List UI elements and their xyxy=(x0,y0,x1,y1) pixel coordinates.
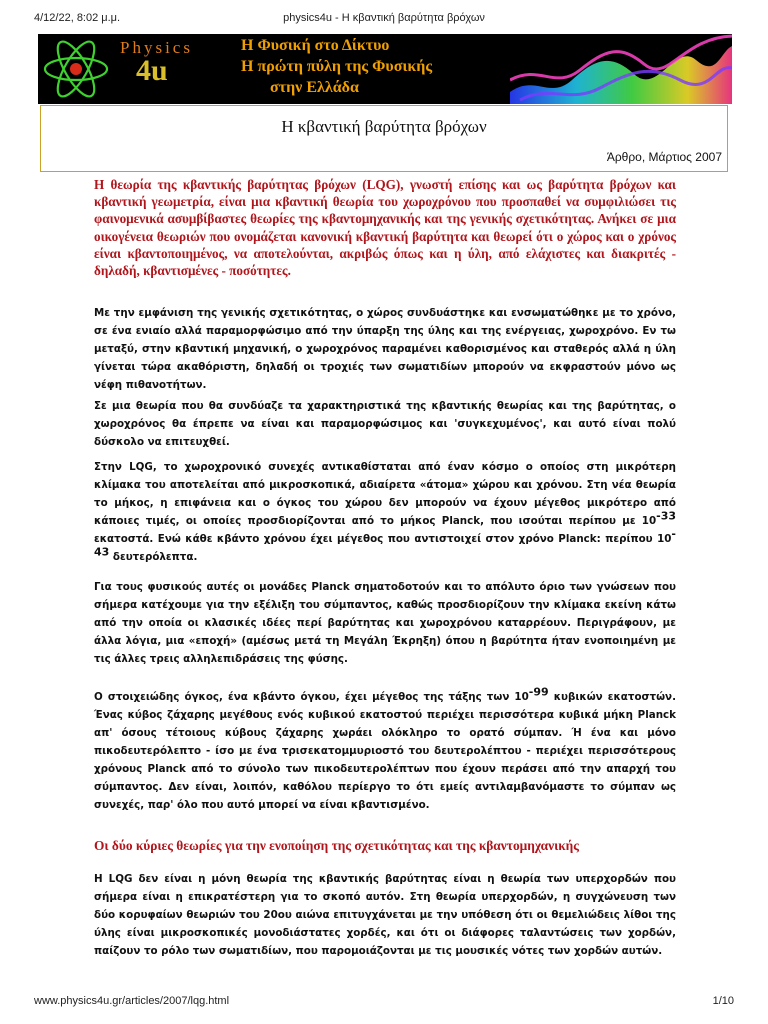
article-meta: Άρθρο, Μάρτιος 2007 xyxy=(606,150,722,164)
intro-paragraph: Η θεωρία της κβαντικής βαρύτητας βρόχων (LQG), γνωστή επίσης και ως βαρύτητα βρόχων και κβαντική γεωμετρία, είναι μια κβαντική θεωρία του χωροχρόνου που προσπαθεί να συμφιλιώσει τις φαινομενικά ασυμβίβαστες θεωρίες της κβαντομηχανικής και της γενικής σχετικότητας. Ανήκει σε μια οικογένεια θεωριών που ονομάζεται κανονική κβαντική βαρύτητα και θεωρεί ότι ο χώρος και ο χρόνος είναι κβαντοποιημένος, να αποτελούνται, ακριβώς όπως και η ύλη, από ελάχιστες και διακριτές - δηλαδή, κβαντισμένες - ποσότητες. xyxy=(94,177,676,279)
paragraph xyxy=(94,685,676,814)
print-page-title: physics4u - Η κβαντική βαρύτητα βρόχων xyxy=(283,12,485,24)
exponent: -43 xyxy=(94,527,676,559)
paragraph: Με την εμφάνιση της γενικής σχετικότητας, ο χώρος συνδυάστηκε και ενσωματώθηκε με το χρόνο, σε ένα ενιαίο αλλά παραμορφώσιμο από την ύπαρξη της ύλης και της ενέργειας, χωροχρόνο. Εν τω μεταξύ, στην κβαντική μηχανική, ο χωροχρόνος παραμένει καθορισμένος και σταθερός αλλά η ύλη γίνεται τώρα ακαθόριστη, δηλαδή οι τροχιές των σωματιδίων μπορούν να εκφραστούν μόνο ως νέφη πιθανοτήτων. xyxy=(94,307,676,391)
article-title-box xyxy=(40,105,728,172)
exponent: -99 xyxy=(528,685,549,699)
print-url[interactable]: www.physics4u.gr/articles/2007/lqg.html xyxy=(34,995,230,1007)
paragraph-text: Στην LQG, το χωροχρονικό συνεχές αντικαθίσταται από έναν κόσμο ο οποίος στη μικρότερη κλίμακα του αποτελείται από μικροσκοπικά, αδιαίρετα «άτομα» χώρου και χρόνου. Στη νέα θεωρία το μήκος, η επιφάνεια και ο όγκος του χώρου δεν μπορούν να έχουν μέγεθος μικρότερο από κάποιες τιμές, οι οποίες προσδιορίζονται από το μήκος Planck, που ισούται περίπου με 10 xyxy=(94,461,676,527)
paragraph: Για τους φυσικούς αυτές οι μονάδες Planck σηματοδοτούν και το απόλυτο όριο των γνώσεων που σήμερα κατέχουμε για την εξέλιξη του σύμπαντος, καθώς προσδιορίζουν την κλίμακα εκείνη κάτω από την οποία οι κλασικές ιδέες περί βαρύτητας και χωροχρόνου καταρρέουν. Περιγράφουν, με άλλα λόγια, μια «εποχή» (αμέσως μετά τη Μεγάλη Έκρηξη) όπου η βαρύτητα ήταν ενοποιημένη με τις άλλες τρεις αλληλεπιδράσεις της φύσης. xyxy=(94,581,676,665)
paragraph-text: εκατοστά. Ενώ κάθε κβάντο χρόνου έχει μέγεθος που αντιστοιχεί στον χρόνο Planck: περίπου 10 xyxy=(94,533,672,545)
print-header xyxy=(34,12,734,28)
brand-number: 4u xyxy=(136,54,168,87)
section-heading: Οι δύο κύριες θεωρίες για την ενοποίηση της σχετικότητας και της κβαντομηχανικής xyxy=(94,838,579,853)
banner-tagline: Η πρώτη πύλη της Φυσικής xyxy=(241,58,433,75)
paragraph-text: δευτερόλεπτα. xyxy=(109,551,198,563)
print-footer xyxy=(34,995,734,1011)
print-datetime: 4/12/22, 8:02 μ.μ. xyxy=(34,12,121,24)
paragraph-text: Ο στοιχειώδης όγκος, ένα κβάντο όγκου, έχει μέγεθος της τάξης των 10 xyxy=(94,691,529,703)
wave-graphic-icon xyxy=(510,34,732,104)
paragraph: Η LQG δεν είναι η μόνη θεωρία της κβαντικής βαρύτητας είναι η θεωρία των υπερχορδών που σήμερα είναι η επικρατέστερη για το σκοπό αυτόν. Στη θεωρία υπερχορδών, η συγχώνευση των δύο κορυφαίων θεωριών του 20ου αιώνα επιτυγχάνεται με την υπόθεση ότι οι θεμελιώδεις λίθοι της ύλης είναι μικροσκοπικές μονοδιάστατες χορδές, και ότι οι διάφορες ταλαντώσεις των χορδών, παίζουν το ρόλο των σωματιδίων, που παρομοιάζονται με τις μουσικές νότες των χορδών αυτών. xyxy=(94,873,676,957)
atom-logo-icon xyxy=(38,34,114,104)
page-number: 1/10 xyxy=(712,995,734,1007)
banner-tagline: Η Φυσική στο Δίκτυο xyxy=(241,37,390,54)
paragraph: Σε μια θεωρία που θα συνδύαζε τα χαρακτηριστικά της κβαντικής θεωρίας και της βαρύτητας, ο χωροχρόνος θα έπρεπε να είναι και παραμορφώσιμος και 'συγκεχυμένος', και αυτό είναι πολύ δύσκολο να επιτευχθεί. xyxy=(94,400,676,448)
paragraph-text: κυβικών εκατοστών. Ένας κύβος ζάχαρης μεγέθους ενός κυβικού εκατοστού περιέχει περισσότερα κυβικά μήκη Planck απ' όσους τέτοιους κύβους ζάχαρης χωράει ολόκληρο το ορατό σύμπαν. Ή ένα και μόνο πικοδευτερόλεπτο - ίσο με ένα τρισεκατομμυριοστό του δευτερολέπτου - περιέχει περισσότερους χρόνους Planck από το σύνολο των πικοδευτερολέπτων που έχουν περάσει από την απαρχή του σύμπαντος. Δεν είναι, λοιπόν, καθόλου περίεργο το ότι εμείς αντιλαμβανόμαστε το σύμπαν ως συνεχές, παρ' όλο που αυτό μπορεί να είναι κβαντισμένο. xyxy=(94,691,676,811)
site-banner[interactable] xyxy=(38,34,732,104)
paragraph xyxy=(94,458,676,566)
exponent: -33 xyxy=(656,509,676,523)
article-title: Η κβαντική βαρύτητα βρόχων xyxy=(281,117,487,136)
brand-word: Physics xyxy=(120,38,193,57)
banner-tagline: στην Ελλάδα xyxy=(270,79,359,96)
